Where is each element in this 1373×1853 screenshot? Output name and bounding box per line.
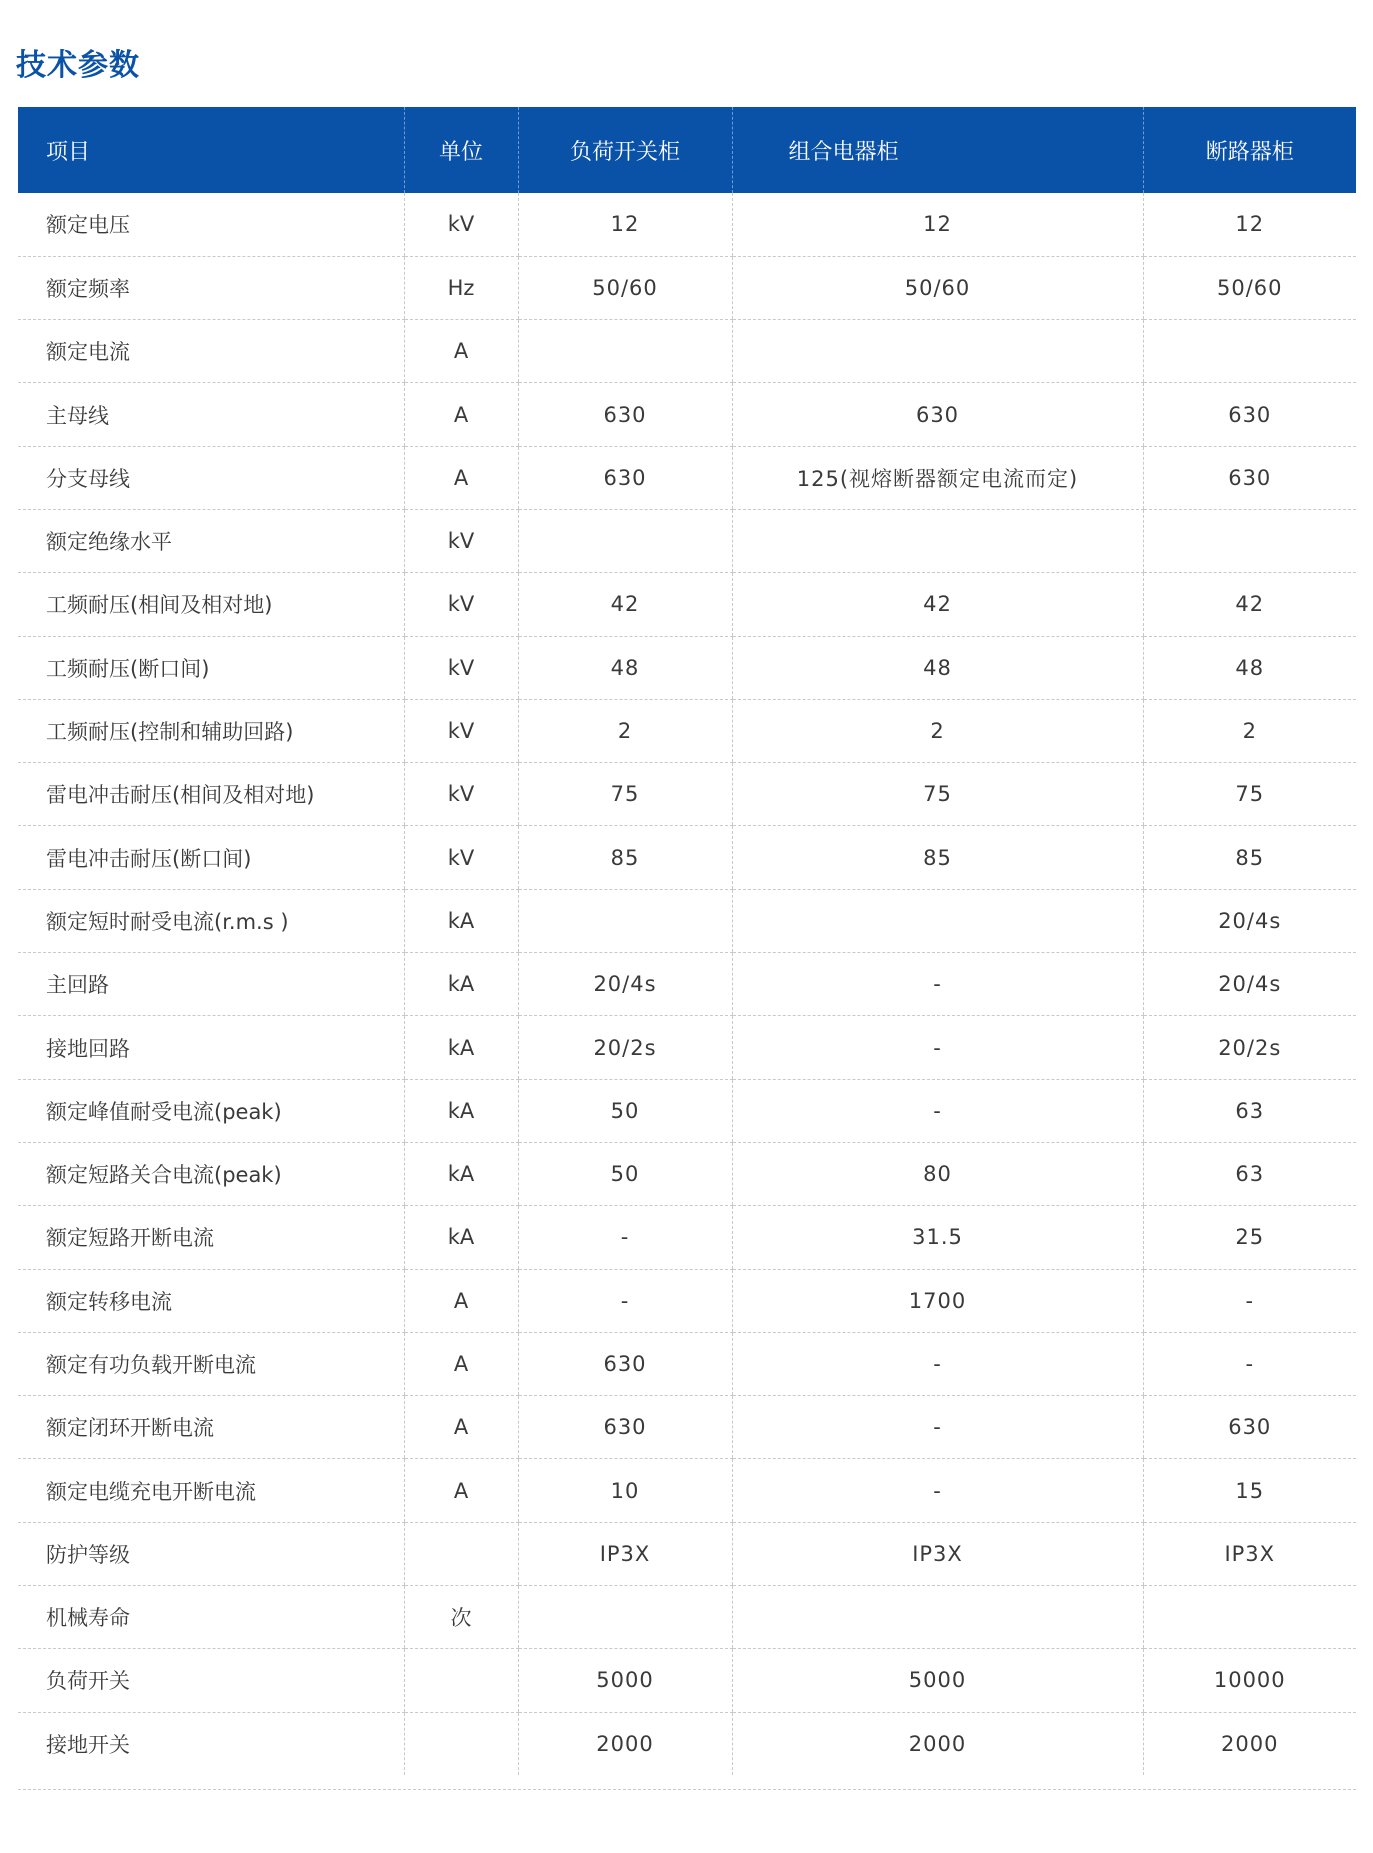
cell-unit <box>404 1649 518 1712</box>
cell-load-switch: - <box>518 1206 732 1269</box>
table-row <box>18 1396 1356 1459</box>
cell-combined: - <box>732 1459 1143 1522</box>
table-row <box>18 1459 1356 1522</box>
cell-item: 工频耐压(控制和辅助回路) <box>18 699 404 762</box>
cell-breaker: 63 <box>1143 1079 1356 1142</box>
table-header-row <box>18 107 1356 193</box>
cell-item: 额定绝缘水平 <box>18 509 404 572</box>
cell-combined: - <box>732 953 1143 1016</box>
cell-unit: kA <box>404 1079 518 1142</box>
cell-unit: kA <box>404 953 518 1016</box>
cell-combined: 31.5 <box>732 1206 1143 1269</box>
cell-unit: A <box>404 1269 518 1332</box>
cell-breaker: 630 <box>1143 446 1356 509</box>
cell-breaker: 12 <box>1143 193 1356 256</box>
cell-item: 接地回路 <box>18 1016 404 1079</box>
cell-load-switch: 630 <box>518 1332 732 1395</box>
cell-combined: - <box>732 1396 1143 1459</box>
header-combined-cabinet: 组合电器柜 <box>732 107 1143 193</box>
table-row <box>18 889 1356 952</box>
cell-unit: A <box>404 1332 518 1395</box>
cell-load-switch: 630 <box>518 1396 732 1459</box>
cell-combined: - <box>732 1016 1143 1079</box>
table-row <box>18 193 1356 256</box>
cell-load-switch: 75 <box>518 763 732 826</box>
cell-item: 接地开关 <box>46 1733 130 1758</box>
cell-item: 负荷开关 <box>18 1649 404 1712</box>
cell-unit: kA <box>404 889 518 952</box>
cell-breaker: 2000 <box>1143 1712 1356 1775</box>
cell-unit: kV <box>404 699 518 762</box>
table-body <box>18 193 1356 1775</box>
cell-item: 工频耐压(相间及相对地) <box>18 573 404 636</box>
cell-unit: kV <box>404 636 518 699</box>
cell-load-switch <box>518 320 732 383</box>
table-row <box>18 1522 1356 1585</box>
cell-unit: kV <box>404 763 518 826</box>
table-row <box>18 1016 1356 1079</box>
table-row <box>18 573 1356 636</box>
cell-unit: 次 <box>404 1586 518 1649</box>
cell-load-switch <box>518 889 732 952</box>
header-breaker-cabinet: 断路器柜 <box>1143 107 1356 193</box>
cell-load-switch: 42 <box>518 573 732 636</box>
cell-item: 额定短路关合电流(peak) <box>18 1142 404 1205</box>
cell-item: 雷电冲击耐压(相间及相对地) <box>18 763 404 826</box>
cell-unit: kA <box>404 1142 518 1205</box>
cell-combined: 42 <box>732 573 1143 636</box>
cell-breaker: - <box>1143 1269 1356 1332</box>
cell-item: 雷电冲击耐压(断口间) <box>18 826 404 889</box>
cell-combined: 630 <box>732 383 1143 446</box>
cell-breaker: 630 <box>1143 1396 1356 1459</box>
cell-breaker: 42 <box>1143 573 1356 636</box>
cell-load-switch: 12 <box>518 193 732 256</box>
cell-item: 工频耐压(断口间) <box>18 636 404 699</box>
table-row <box>18 1142 1356 1205</box>
cell-load-switch: 630 <box>518 383 732 446</box>
cell-load-switch: 10 <box>518 1459 732 1522</box>
cell-item: 主母线 <box>18 383 404 446</box>
table-row <box>18 1206 1356 1269</box>
cell-breaker: 50/60 <box>1143 256 1356 319</box>
cell-item: 主回路 <box>18 953 404 1016</box>
cell-load-switch: 48 <box>518 636 732 699</box>
table-row <box>18 763 1356 826</box>
cell-item: 额定闭环开断电流 <box>18 1396 404 1459</box>
cell-combined: 5000 <box>732 1649 1143 1712</box>
cell-breaker: 20/2s <box>1143 1016 1356 1079</box>
cell-unit: Hz <box>404 256 518 319</box>
cell-combined: 12 <box>732 193 1143 256</box>
cell-breaker: 2 <box>1143 699 1356 762</box>
cell-breaker: 630 <box>1143 383 1356 446</box>
cell-combined: 50/60 <box>732 256 1143 319</box>
cell-combined: 75 <box>732 763 1143 826</box>
cell-unit: kA <box>404 1206 518 1269</box>
cell-item: 额定电流 <box>18 320 404 383</box>
table-row <box>18 1269 1356 1332</box>
cell-load-switch: 20/4s <box>518 953 732 1016</box>
cell-breaker: 20/4s <box>1143 889 1356 952</box>
cell-combined <box>732 889 1143 952</box>
cell-breaker: 25 <box>1143 1206 1356 1269</box>
table-row <box>18 256 1356 319</box>
table-row <box>18 636 1356 699</box>
cell-unit: A <box>404 320 518 383</box>
cell-breaker <box>1143 509 1356 572</box>
table-row <box>18 826 1356 889</box>
table-row <box>18 383 1356 446</box>
cell-item: 分支母线 <box>18 446 404 509</box>
table-row <box>18 320 1356 383</box>
cell-item: 额定电缆充电开断电流 <box>18 1459 404 1522</box>
cell-unit: kV <box>404 826 518 889</box>
cell-load-switch: 630 <box>518 446 732 509</box>
cell-breaker: 10000 <box>1143 1649 1356 1712</box>
cell-breaker: 85 <box>1143 826 1356 889</box>
cell-load-switch: 85 <box>518 826 732 889</box>
cell-item: 防护等级 <box>18 1522 404 1585</box>
cell-load-switch: 50 <box>518 1079 732 1142</box>
cell-combined <box>732 509 1143 572</box>
table-row <box>18 1586 1356 1649</box>
cell-load-switch: 5000 <box>518 1649 732 1712</box>
cell-combined: 2000 <box>732 1712 1143 1775</box>
cell-combined <box>732 320 1143 383</box>
cell-item: 额定峰值耐受电流(peak) <box>18 1079 404 1142</box>
cell-combined: - <box>732 1332 1143 1395</box>
table-row <box>18 699 1356 762</box>
cell-load-switch: IP3X <box>518 1522 732 1585</box>
cell-unit: A <box>404 446 518 509</box>
cell-combined: 2 <box>732 699 1143 762</box>
cell-item: 额定转移电流 <box>18 1269 404 1332</box>
cell-breaker <box>1143 320 1356 383</box>
cell-combined: - <box>732 1079 1143 1142</box>
table-row <box>18 953 1356 1016</box>
cell-combined: 85 <box>732 826 1143 889</box>
cell-unit: kV <box>404 193 518 256</box>
cell-load-switch: 50/60 <box>518 256 732 319</box>
cell-item: 额定短路开断电流 <box>18 1206 404 1269</box>
cell-load-switch: 50 <box>518 1142 732 1205</box>
cell-breaker: 75 <box>1143 763 1356 826</box>
cell-load-switch: 20/2s <box>518 1016 732 1079</box>
cell-item: 机械寿命 <box>18 1586 404 1649</box>
cell-combined: 125(视熔断器额定电流而定) <box>732 446 1143 509</box>
cell-breaker: IP3X <box>1143 1522 1356 1585</box>
cell-combined: 80 <box>732 1142 1143 1205</box>
cell-combined: 1700 <box>732 1269 1143 1332</box>
cell-unit: A <box>404 1396 518 1459</box>
table-row <box>18 1332 1356 1395</box>
cell-breaker: - <box>1143 1332 1356 1395</box>
cell-combined <box>732 1586 1143 1649</box>
cell-item: 额定频率 <box>18 256 404 319</box>
table-row <box>18 1649 1356 1712</box>
header-load-switch-cabinet: 负荷开关柜 <box>518 107 732 193</box>
cell-item: 额定电压 <box>18 193 404 256</box>
header-item: 项目 <box>46 139 91 165</box>
cell-load-switch: 2 <box>518 699 732 762</box>
cell-unit: kV <box>404 509 518 572</box>
spec-table <box>18 107 1356 1775</box>
page-title: 技术参数 <box>16 48 140 83</box>
table-row <box>18 446 1356 509</box>
cell-unit: A <box>404 1459 518 1522</box>
table-row <box>18 509 1356 572</box>
cell-breaker: 63 <box>1143 1142 1356 1205</box>
table-row <box>18 1079 1356 1142</box>
header-unit: 单位 <box>404 107 518 193</box>
cell-breaker: 15 <box>1143 1459 1356 1522</box>
cell-item: 额定短时耐受电流(r.m.s ) <box>18 889 404 952</box>
cell-unit: kV <box>404 573 518 636</box>
cell-load-switch: - <box>518 1269 732 1332</box>
cell-unit: kA <box>404 1016 518 1079</box>
table-row <box>18 1712 1356 1775</box>
cell-unit <box>404 1712 518 1775</box>
cell-load-switch <box>518 509 732 572</box>
cell-breaker <box>1143 1586 1356 1649</box>
cell-breaker: 48 <box>1143 636 1356 699</box>
cell-breaker: 20/4s <box>1143 953 1356 1016</box>
cell-load-switch: 2000 <box>518 1712 732 1775</box>
cell-unit: A <box>404 383 518 446</box>
cell-item: 额定有功负载开断电流 <box>18 1332 404 1395</box>
cell-unit <box>404 1522 518 1585</box>
cell-load-switch <box>518 1586 732 1649</box>
cell-combined: IP3X <box>732 1522 1143 1585</box>
table-bottom-rule <box>18 1789 1356 1790</box>
cell-combined: 48 <box>732 636 1143 699</box>
